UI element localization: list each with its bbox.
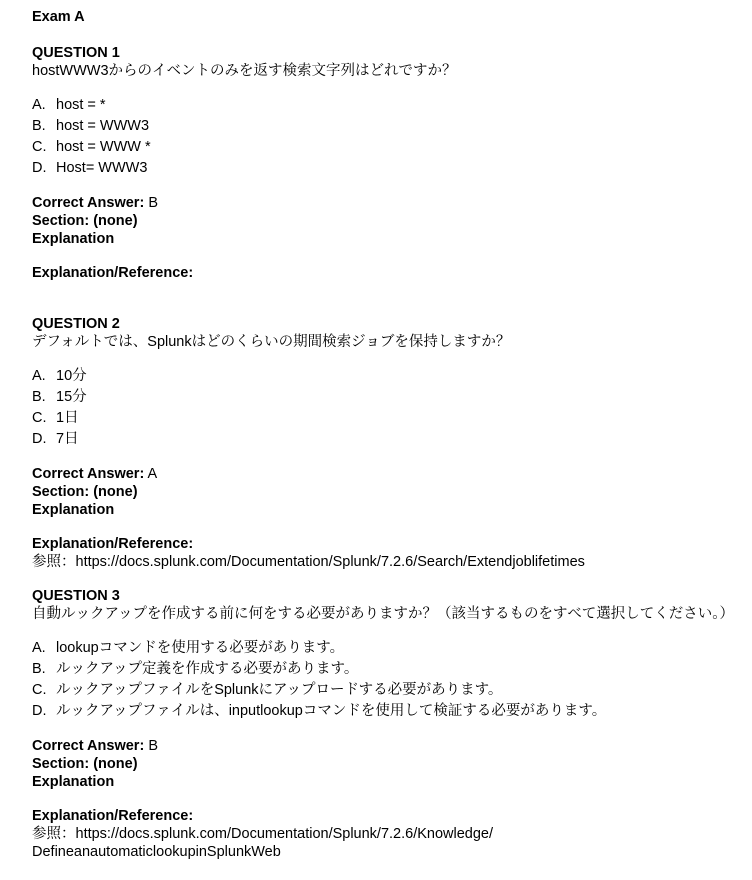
option-text: Host= WWW3 [56,160,148,176]
option-letter: A. [32,640,46,656]
section-label: Section: (none) [32,756,138,772]
option-text: host = * [56,97,106,113]
option-a [32,638,732,659]
question-2 [32,315,732,571]
correct-answer-value: A [147,466,158,482]
section-label: Section: (none) [32,213,138,229]
section-label: Section: (none) [32,484,138,500]
option-letter: B. [32,118,46,134]
correct-answer-value: B [148,195,158,211]
correct-answer [32,194,732,212]
option-text: ルックアップファイルをSplunkにアップロードする必要があります。 [56,682,503,698]
question-header: QUESTION 2 [32,316,120,332]
option-d [32,701,732,722]
option-letter: B. [32,661,46,677]
options-list [32,95,732,179]
reference-label: Explanation/Reference: [32,808,194,824]
option-b [32,659,732,680]
option-text: lookupコマンドを使用する必要があります。 [56,640,345,656]
option-text: ルックアップ定義を作成する必要があります。 [56,661,359,677]
reference-text: 参照：https://docs.splunk.com/Documentation/Splunk/7.2.6/Knowledge/ [32,826,494,842]
option-text: 10分 [56,368,87,384]
options-list [32,366,732,450]
option-b [32,387,732,408]
question-text: hostWWW3からのイベントのみを返す検索文字列はどれですか？ [32,63,457,79]
option-letter: B. [32,389,46,405]
option-letter: A. [32,368,46,384]
option-text: ルックアップファイルは、inputlookupコマンドを使用して検証する必要があります。 [56,703,607,719]
option-b [32,116,732,137]
question-text: デフォルトでは、Splunkはどのくらいの期間検索ジョブを保持しますか？ [32,334,511,350]
explanation-label: Explanation [32,502,115,518]
option-text: 15分 [56,389,87,405]
explanation-label: Explanation [32,231,115,247]
option-letter: D. [32,160,47,176]
exam-document [32,8,732,861]
option-c [32,680,732,701]
option-c [32,137,732,158]
option-a [32,95,732,116]
question-3 [32,587,732,861]
option-letter: D. [32,703,47,719]
correct-answer-label: Correct Answer: [32,466,145,482]
option-letter: A. [32,97,46,113]
option-letter: D. [32,431,47,447]
option-d [32,429,732,450]
option-text: host = WWW * [56,139,151,155]
question-header: QUESTION 1 [32,45,120,61]
explanation-label: Explanation [32,774,115,790]
question-header: QUESTION 3 [32,588,120,604]
option-d [32,158,732,179]
option-letter: C. [32,410,47,426]
question-text: 自動ルックアップを作成する前に何をする必要がありますか？（該当するものをすべて選択してください。） [32,606,734,622]
option-letter: C. [32,682,47,698]
correct-answer-label: Correct Answer: [32,738,145,754]
correct-answer-value: B [148,738,158,754]
option-text: host = WWW3 [56,118,150,134]
correct-answer [32,737,732,755]
exam-title: Exam A [32,9,85,25]
reference-label: Explanation/Reference: [32,265,194,281]
options-list [32,638,732,722]
correct-answer [32,465,732,483]
option-letter: C. [32,139,47,155]
correct-answer-label: Correct Answer: [32,195,145,211]
reference-label: Explanation/Reference: [32,536,194,552]
question-1 [32,44,732,282]
option-a [32,366,732,387]
option-text: 1日 [56,410,79,426]
option-c [32,408,732,429]
option-text: 7日 [56,431,79,447]
reference-text-continued: DefineanautomaticlookupinSplunkWeb [32,844,281,860]
reference-text: 参照：https://docs.splunk.com/Documentation/Splunk/7.2.6/Search/Extendjoblifetimes [32,554,585,570]
